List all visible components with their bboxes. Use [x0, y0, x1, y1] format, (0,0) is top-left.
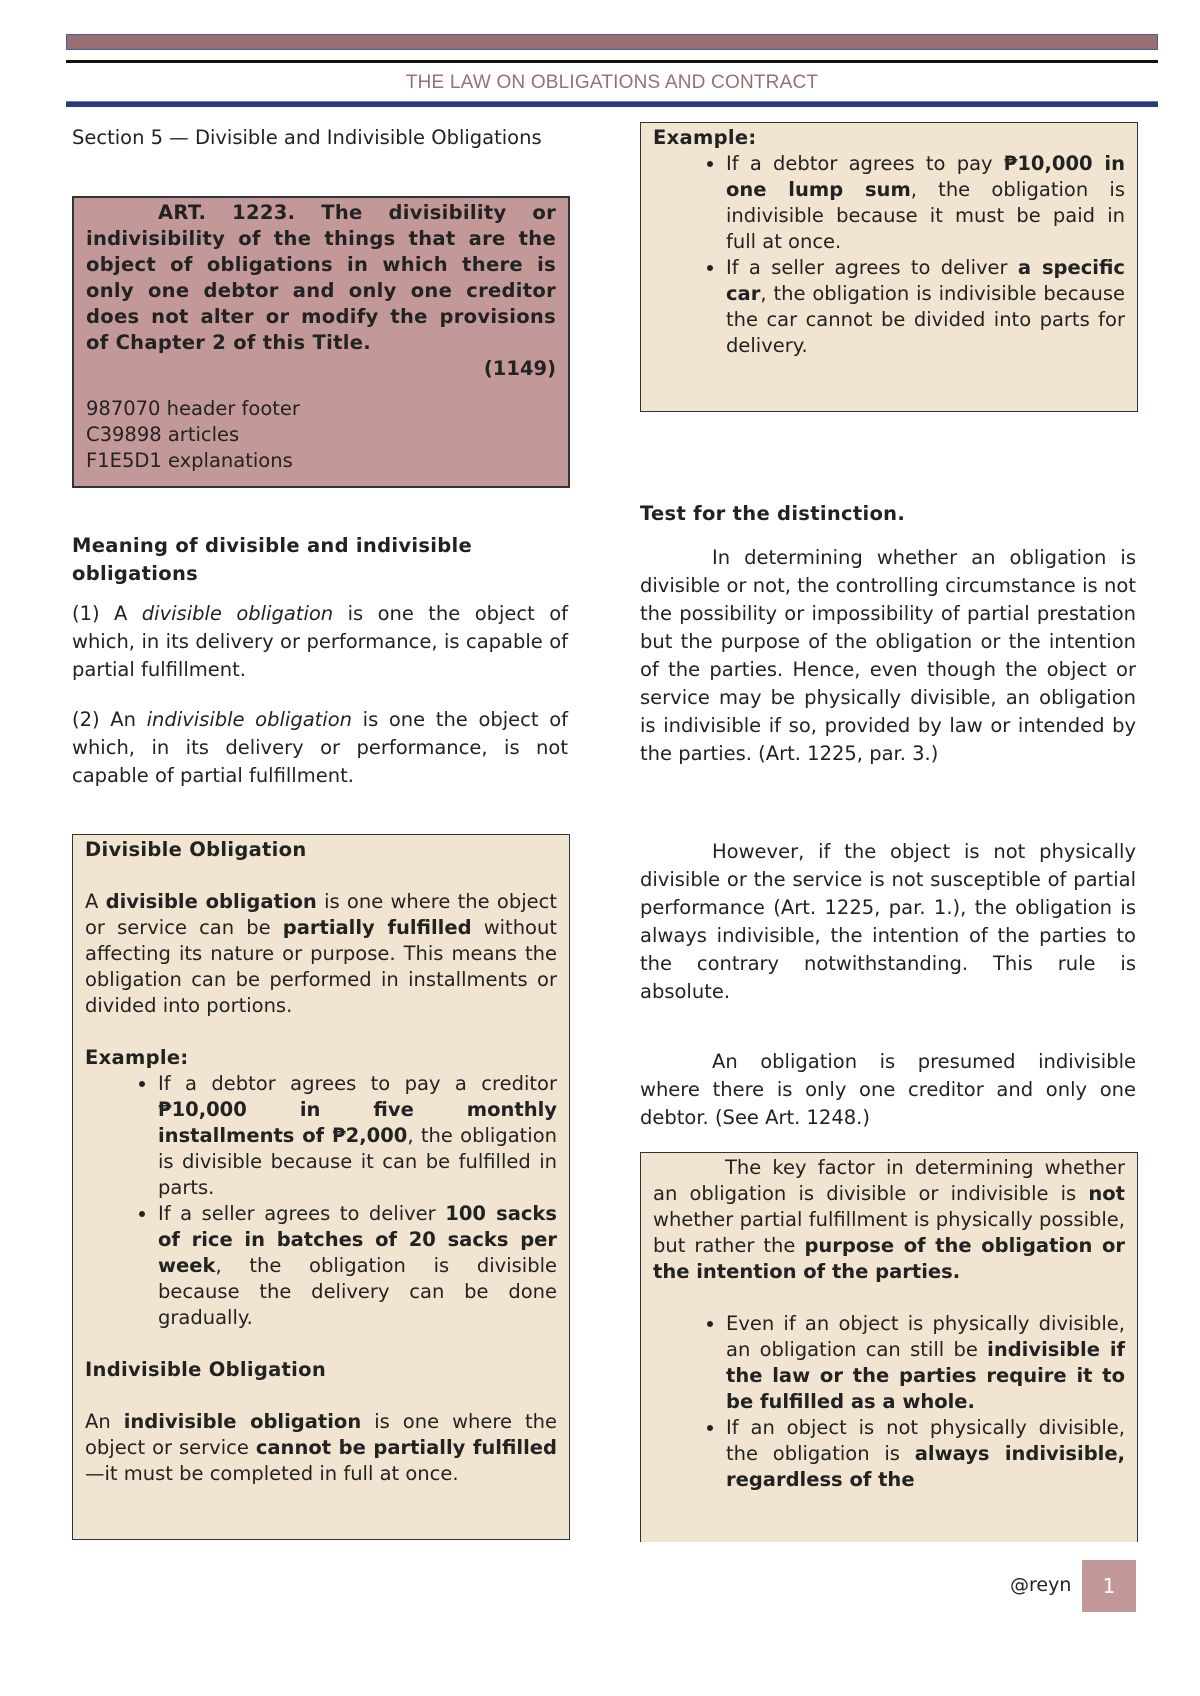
list-item: • If a seller agrees to deliver a specific car, the obligation is indivisible because the car cannot be divided into parts for delivery.: [726, 255, 1125, 359]
divisible-explanation-box: [72, 834, 570, 1540]
list-item: • If a seller agrees to deliver 100 sacks of rice in batches of 20 sacks per week, the obligation is divisible because the delivery can be done gradually.: [158, 1201, 557, 1331]
divisible-definition: A divisible obligation is one where the object or service can be partially fulfilled without affecting its nature or purpose. This means the obligation can be performed in installments or divided into portions.: [85, 890, 557, 1017]
color-legend-item: F1E5D1 explanations: [86, 449, 293, 472]
example-label: Example:: [653, 126, 757, 149]
color-legend-item: C39898 articles: [86, 423, 240, 446]
key-factor-box: [640, 1152, 1138, 1542]
header-rule-top: [66, 60, 1158, 63]
list-item: • If a debtor agrees to pay ₱10,000 in one lump sum, the obligation is indivisible because it must be paid in full at once.: [726, 151, 1125, 255]
key-factor-intro: The key factor in determining whether an obligation is divisible or indivisible is not whether partial fulfillment is physically possible, but rather the purpose of the obligation or the intention of the parties.: [653, 1156, 1126, 1283]
indivisible-example-box: [640, 122, 1138, 412]
test-paragraph-1: In determining whether an obligation is divisible or not, the controlling circumstance is not the possibility or impossibility of partial prestation but the purpose of the obligation or the intention of the parties. Hence, even though the object or service may be physically divisible, an obligation is indivisible if so, provided by law or intended by the parties. (Art. 1225, par. 3.): [640, 546, 1136, 765]
header-color-band: [66, 34, 1158, 50]
meaning-paragraph-1: (1) A divisible obligation is one the object of which, in its delivery or performance, is capable of partial fulfillment.: [72, 602, 568, 681]
article-text: ART. 1223. The divisibility or indivisibility of the things that are the object of obligations in which there is only one debtor and only one creditor does not alter or modify the provisions of Chapter 2 of this Title.: [86, 201, 556, 354]
list-item: • Even if an object is physically divisible, an obligation can still be indivisible if the law or the parties require it to be fulfilled as a whole.: [726, 1311, 1125, 1415]
header-rule-bottom: [66, 101, 1158, 107]
color-legend-item: 987070 header footer: [86, 397, 300, 420]
test-paragraph-2: However, if the object is not physically divisible or the service is not susceptible of partial performance (Art. 1225, par. 1.), the obligation is always indivisible, the intention of the parties to the contrary notwithstanding. This rule is absolute.: [640, 840, 1136, 1003]
list-item: • If an object is not physically divisible, the obligation is always indivisible, regardless of the: [726, 1415, 1125, 1493]
key-factor-list: [653, 1311, 1125, 1493]
meaning-paragraph-2: (2) An indivisible obligation is one the object of which, in its delivery or performance, is not capable of partial fulfillment.: [72, 708, 568, 787]
indivisible-example-list: [653, 151, 1125, 359]
list-item: • If a debtor agrees to pay a creditor ₱10,000 in five monthly installments of ₱2,000, the obligation is divisible because it can be fulfilled in parts.: [158, 1071, 557, 1201]
section-title: Section 5 — Divisible and Indivisible Obligations: [72, 126, 542, 149]
document-header-title: THE LAW ON OBLIGATIONS AND CONTRACT: [405, 72, 819, 93]
indivisible-definition: An indivisible obligation is one where the object or service cannot be partially fulfilled—it must be completed in full at once.: [85, 1410, 557, 1485]
divisible-example-label: Example:: [85, 1046, 189, 1069]
test-paragraph-3: An obligation is presumed indivisible where there is only one creditor and only one debtor. (See Art. 1248.): [640, 1050, 1136, 1129]
color-legend: [86, 396, 556, 474]
meaning-heading: Meaning of divisible and indivisible obligations: [72, 534, 472, 585]
page-number: 1: [1082, 1560, 1136, 1612]
divisible-heading: Divisible Obligation: [85, 838, 307, 861]
divisible-example-list: [85, 1071, 557, 1331]
article-box: [72, 196, 570, 488]
indivisible-heading: Indivisible Obligation: [85, 1358, 327, 1381]
article-reference: (1149): [483, 357, 556, 380]
author-tag: @reyn: [1010, 1574, 1072, 1596]
test-heading: Test for the distinction.: [640, 502, 906, 525]
